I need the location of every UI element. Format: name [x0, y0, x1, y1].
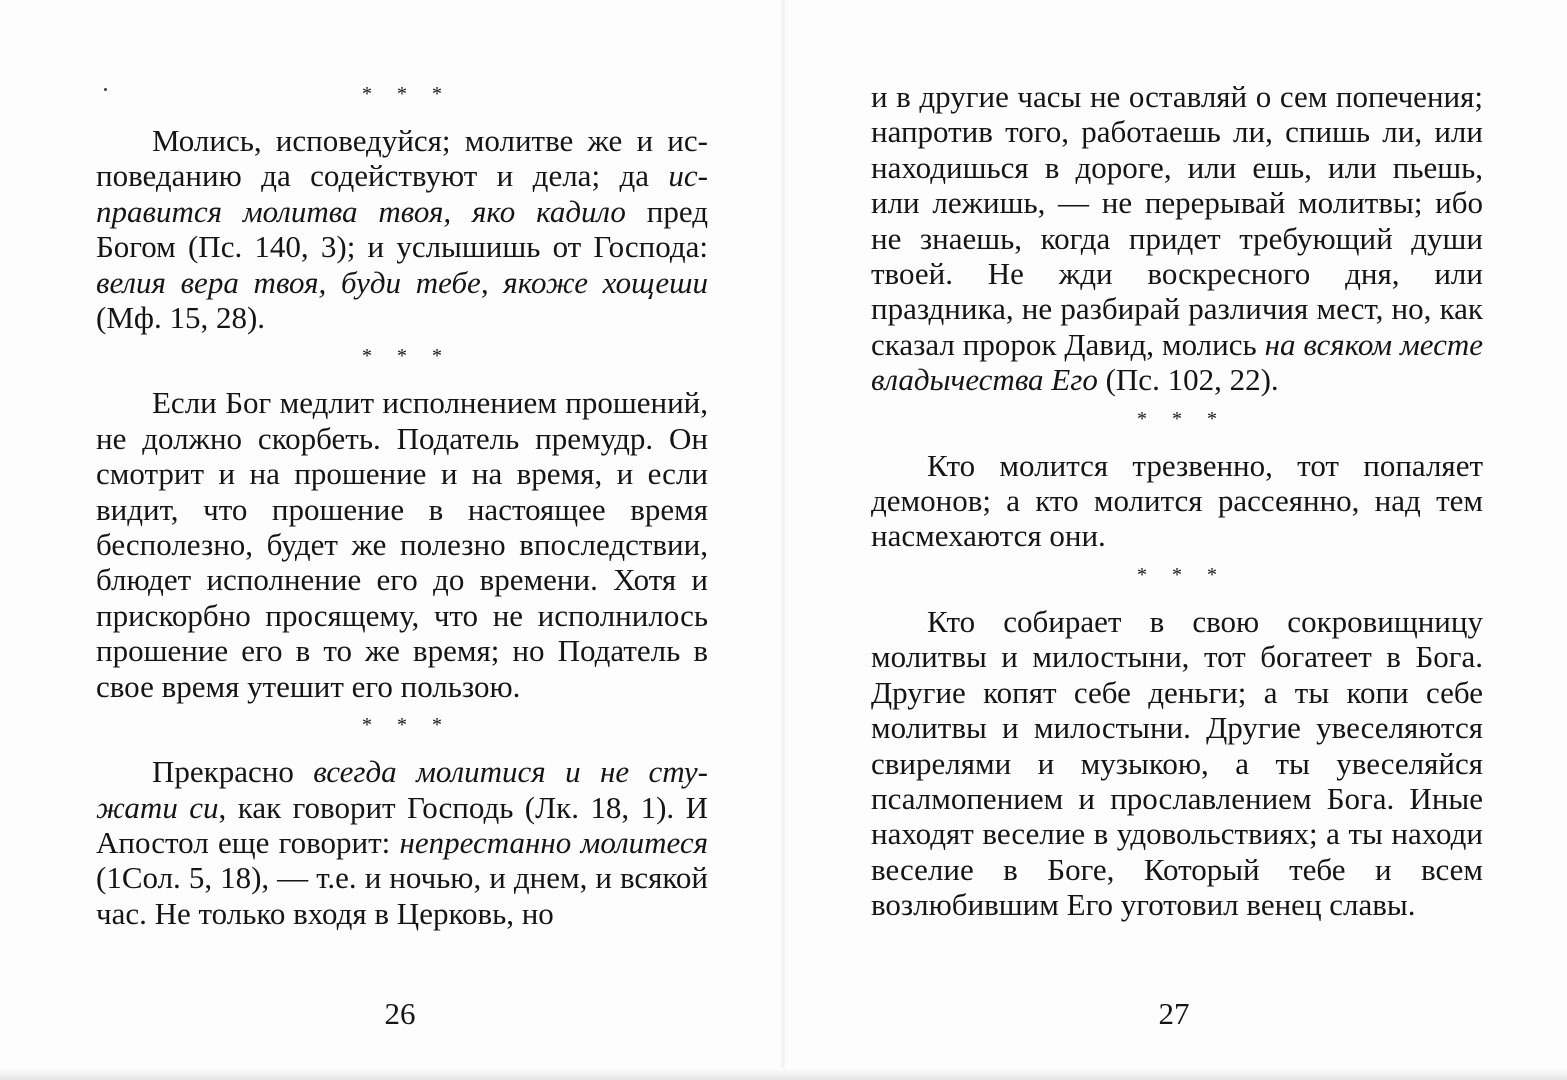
page-number-right: 27 [1158, 996, 1190, 1031]
section-separator: * * * [362, 345, 452, 368]
paragraph [96, 385, 708, 704]
scripture-quote: непрестанно молитеся [399, 824, 708, 860]
text-run: и в другие часы не оставляй о сем попечения; напротив того, работаешь ли, спишь ли, или находишься в дороге, или ешь, или пьешь, или лежишь, — не перерывай молитвы; ибо не знаешь, когда придет требующий души твоей. Не жди воскресного дня, или праздника, не разбирай различия мест, но, как сказал пророк Давид, молись [871, 79, 1483, 362]
scripture-quote: на всяком месте владычества Его [871, 326, 1484, 398]
text-run: , как говорит Господь (Лк. 18, 1). И Апостол еще говорит: [96, 789, 709, 860]
paragraph [871, 79, 1483, 398]
paragraph [96, 754, 708, 931]
text-run: пред Богом (Пс. 140, 3); и услышишь от Господа: [96, 193, 708, 265]
scripture-quote: всегда молитися и не стужати си [96, 754, 708, 825]
text-run: (Пс. 102, 22). [1097, 362, 1279, 398]
section-separator: * * * [362, 714, 452, 737]
section-separator: * * * [362, 83, 452, 105]
paragraph [96, 123, 708, 335]
left-page [0, 0, 783, 1080]
right-page-text [871, 79, 1483, 923]
page-bottom-edge [0, 1068, 1567, 1080]
text-run: Молись, исповедуйся; молитве же и исповеданию да содействуют и дела; да [96, 123, 708, 194]
text-run: Если Бог медлит исполнением прошений, не должно скорбеть. Податель премудр. Он смотрит и на прошение и на время, и если видит, что прошение в настоящее время бесполезно, будет же полезно впоследствии, блюдет исполнение его до времени. Хотя и прискорбно просящему, что не исполнилось прошение его в то же время; но Податель в свое время утешит его пользою. [96, 385, 708, 704]
paragraph [871, 604, 1483, 923]
paragraph [871, 448, 1483, 554]
page-number-left: 26 [384, 996, 416, 1031]
right-page [784, 0, 1567, 1080]
text-run: (Мф. 15, 28). [96, 300, 266, 336]
section-separator: * * * [1137, 407, 1227, 430]
scripture-quote: исправится молитва твоя, яко кадило [96, 158, 708, 229]
text-run: Кто собирает в свою сокровищницу молитвы и милостыни, тот богатеет в Бога. Другие копят себе деньги; а ты копи себе молитвы и милостыни. Другие увеселяются свирелями и музыкою, а ты увеселяйся псалмопением и прославлением Бога. Иные находят веселие в удовольствиях; а ты находи веселие в Боге, Который тебе и всем возлюбившим Его уготовил венец славы. [871, 603, 1483, 923]
section-separator: * * * [1137, 563, 1227, 586]
text-run: Кто молится трезвенно, тот попаляет демонов; а кто молится рассеянно, над тем насмехаются они. [871, 447, 1483, 554]
text-run: (1Сол. 5, 18), — т.е. и ночью, и днем, и всякой час. Не только входя в Церковь, но [96, 860, 708, 931]
scripture-quote: велия вера твоя, буди тебе, якоже хощеши [96, 264, 708, 300]
left-page-text [96, 79, 708, 931]
text-run: Прекрасно [152, 754, 314, 790]
